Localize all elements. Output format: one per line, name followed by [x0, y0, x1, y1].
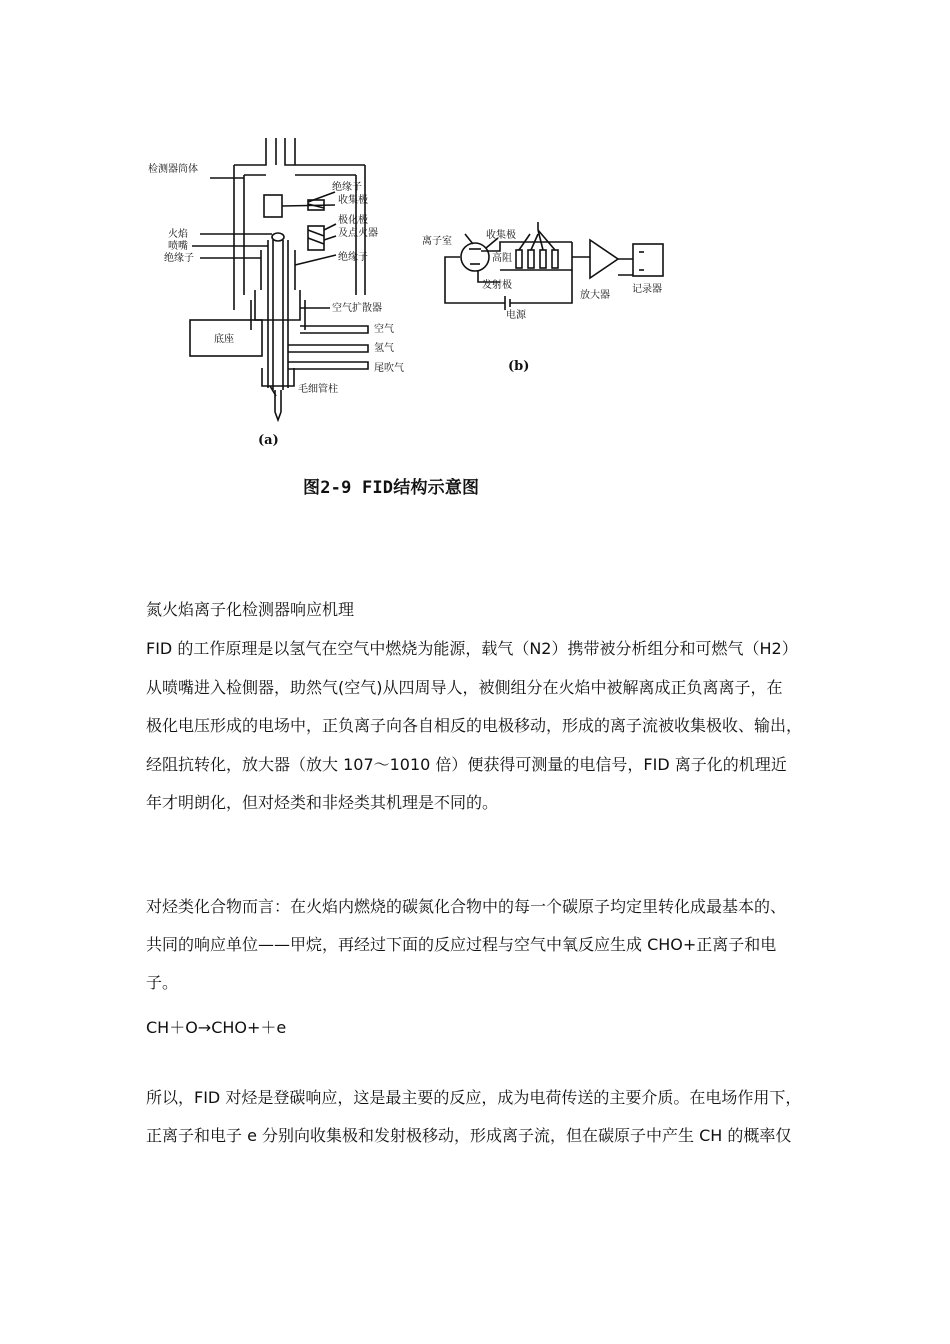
- sub-label-b: (b): [508, 359, 530, 374]
- label-hydrogen: 氢气: [374, 343, 394, 354]
- paragraph-2: [146, 888, 812, 1002]
- label-nozzle: 喷嘴: [168, 241, 188, 252]
- equation-block: [146, 1012, 812, 1043]
- label-collector-b: 收集极: [486, 230, 516, 241]
- fid-diagram: [140, 130, 700, 460]
- section-heading-block: [146, 594, 812, 625]
- fid-structure-figure: [140, 130, 700, 460]
- label-emitter: 发射极: [482, 280, 512, 291]
- label-capillary: 毛细管柱: [298, 384, 338, 395]
- paragraph-1-line: 经阻抗转化，放大器（放大 107～1010 倍）便获得可测量的电信号，FID 离子化的机理近: [146, 754, 787, 774]
- paragraph-1-line: 年才明朗化，但对烃类和非烃类其机理是不同的。: [146, 793, 499, 812]
- paragraph-3: [146, 1079, 812, 1155]
- section-heading: 氮火焰离子化检测器响应机理: [146, 600, 355, 619]
- label-recorder: 记录器: [632, 284, 662, 295]
- label-detector-body: 检测器筒体: [148, 164, 198, 175]
- label-amplifier: 放大器: [580, 290, 610, 301]
- reaction-equation: CH＋O→CHO+＋e: [146, 1018, 287, 1037]
- paragraph-1-line: FID 的工作原理是以氢气在空气中燃烧为能源，载气（N2）携带被分析组分和可燃气（H2）: [146, 639, 798, 658]
- label-air: 空气: [374, 324, 394, 335]
- label-flame: 火焰: [168, 229, 188, 240]
- label-insulator-left: 绝缘子: [164, 253, 194, 264]
- label-insulator-right: 绝缘子: [338, 252, 368, 263]
- paragraph-2-line: 对烃类化合物而言：在火焰内燃烧的碳氮化合物中的每一个碳原子均定里转化成最基本的、: [146, 897, 787, 916]
- label-insulator-top: 绝缘子: [332, 182, 362, 193]
- label-igniter: 及点火器: [338, 228, 378, 239]
- label-ion-chamber: 离子室: [422, 236, 452, 247]
- paragraph-1-line: 极化电压形成的电场中，正负离子向各自相反的电极移动，形成的离子流被收集极收、输出，: [146, 716, 803, 735]
- paragraph-2-line: 共同的响应单位——甲烷，再经过下面的反应过程与空气中氧反应生成 CHO+正离子和电: [146, 935, 777, 954]
- label-air-diffuser: 空气扩散器: [332, 303, 382, 314]
- label-collector-a: 收集极: [338, 195, 368, 206]
- label-base: 底座: [214, 334, 234, 345]
- paragraph-3-line: 所以，FID 对烃是登碳响应，这是最主要的反应，成为电荷传送的主要介质。在电场作用下，: [146, 1088, 802, 1107]
- sub-label-a: (a): [258, 433, 279, 448]
- paragraph-1-line: 从喷嘴进入检側器，助然气(空气)从四周导人，被側组分在火焰中被解离成正负离离子，在: [146, 677, 783, 697]
- label-tail-gas: 尾吹气: [374, 363, 404, 374]
- figure-caption: 图2-9 FID结构示意图: [303, 478, 480, 498]
- label-polarizer: 极化极: [338, 215, 368, 226]
- paragraph-3-line: 正离子和电子 e 分别向收集极和发射极移动，形成离子流，但在碳原子中产生 CH 的概率仅: [146, 1126, 792, 1145]
- label-high-resistance: 高阻: [492, 253, 512, 264]
- paragraph-2-line: 子。: [146, 973, 179, 992]
- paragraph-1: [146, 630, 812, 823]
- label-power: 电源: [506, 310, 526, 321]
